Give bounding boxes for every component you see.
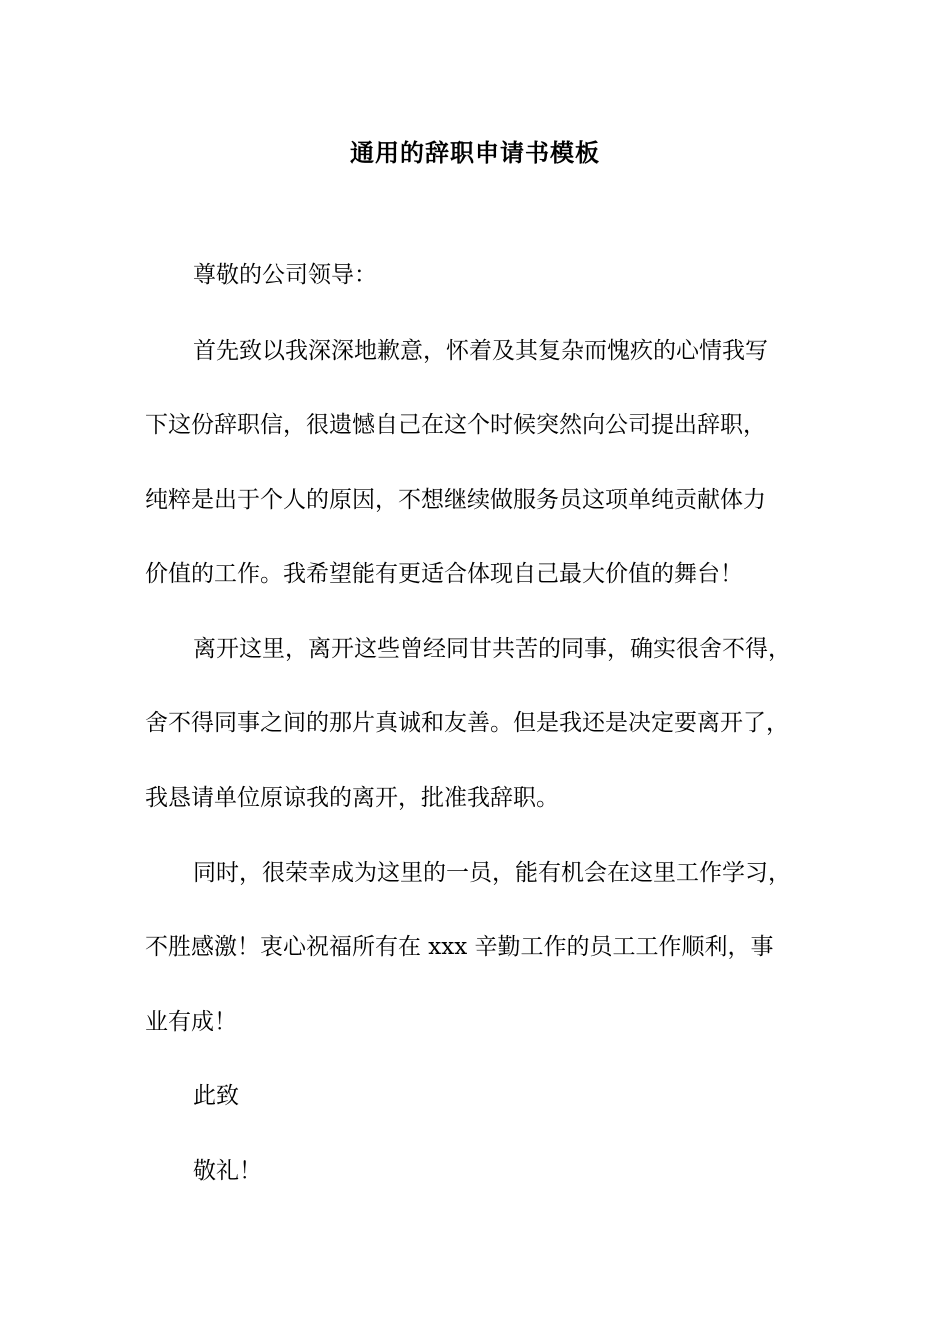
- paragraph-line: 业有成！: [145, 1009, 237, 1035]
- paragraph-line: 我恳请单位原谅我的离开，批准我辞职。: [145, 785, 559, 811]
- paragraph-line: 离开这里，离开这些曾经同甘共苦的同事，确实很舍不得，: [193, 636, 791, 662]
- paragraph-line: 舍不得同事之间的那片真诚和友善。但是我还是决定要离开了，: [145, 710, 789, 736]
- document-title: 通用的辞职申请书模板: [350, 138, 600, 167]
- paragraph-line: 下这份辞职信，很遗憾自己在这个时候突然向公司提出辞职，: [145, 412, 766, 438]
- closing-regards: 敬礼！: [193, 1158, 262, 1184]
- paragraph-line: 首先致以我深深地歉意，怀着及其复杂而愧疚的心情我写: [193, 338, 768, 364]
- greeting: 尊敬的公司领导：: [193, 262, 377, 288]
- paragraph-line: 同时，很荣幸成为这里的一员，能有机会在这里工作学习，: [193, 860, 791, 886]
- paragraph-line: 纯粹是出于个人的原因，不想继续做服务员这项单纯贡献体力: [145, 487, 766, 513]
- paragraph-line: 价值的工作。我希望能有更适合体现自己最大价值的舞台！: [145, 561, 743, 587]
- paragraph-line: 不胜感激！衷心祝福所有在 xxx 辛勤工作的员工工作顺利，事: [145, 934, 774, 960]
- closing-salutation: 此致: [193, 1083, 239, 1109]
